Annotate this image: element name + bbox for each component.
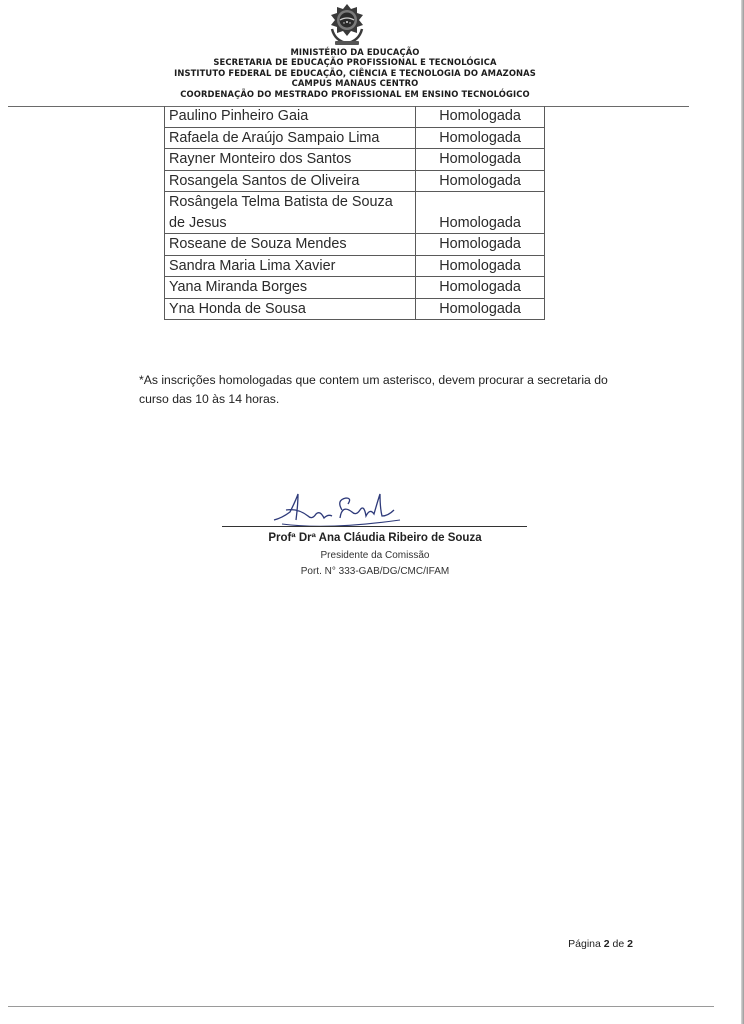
header-line: SECRETARIA DE EDUCAÇÃO PROFISSIONAL E TECNOLÓGICA — [213, 57, 497, 68]
table-row — [165, 149, 545, 171]
footer-divider — [8, 1006, 714, 1007]
candidate-name: Rosangela Santos de Oliveira — [165, 170, 416, 192]
signatory-portaria: Port. N° 333-GAB/DG/CMC/IFAM — [300, 566, 450, 577]
candidate-status: Homologada — [416, 106, 545, 127]
signatory-role: Presidente da Comissão — [320, 550, 430, 561]
candidate-status: Homologada — [416, 149, 545, 171]
candidate-name: Roseane de Souza Mendes — [165, 234, 416, 256]
header-line: MINISTÉRIO DA EDUCAÇÃO — [290, 47, 420, 57]
brazil-coat-of-arms-icon — [327, 3, 367, 47]
asterisk-note: *As inscrições homologadas que contem um asterisco, devem procurar a secretaria do curso das 10 às 14 horas. — [139, 373, 608, 406]
candidate-name: Paulino Pinheiro Gaia — [165, 106, 416, 127]
candidate-name: Yna Honda de Sousa — [165, 298, 416, 320]
header-line: INSTITUTO FEDERAL DE EDUCAÇÃO, CIÊNCIA E TECNOLOGIA DO AMAZONAS — [174, 67, 536, 78]
candidate-status: Homologada — [416, 127, 545, 149]
table-row — [165, 277, 545, 299]
candidates-table — [164, 106, 545, 320]
table-row — [165, 255, 545, 277]
candidate-status: Homologada — [416, 255, 545, 277]
candidate-name: Rosângela Telma Batista de Souza de Jesus — [165, 192, 416, 234]
page-of: de — [612, 938, 625, 950]
page-number — [540, 938, 633, 950]
table-row — [165, 192, 545, 234]
header-line: CAMPUS MANAUS CENTRO — [291, 78, 419, 89]
header-line: COORDENAÇÃO DO MESTRADO PROFISSIONAL EM ENSINO TECNOLÓGICO — [180, 88, 530, 99]
candidate-name: Yana Miranda Borges — [165, 277, 416, 299]
candidate-name: Rayner Monteiro dos Santos — [165, 149, 416, 171]
page-current: 2 — [603, 938, 610, 950]
candidate-status: Homologada — [416, 170, 545, 192]
candidate-name: Sandra Maria Lima Xavier — [165, 255, 416, 277]
signature-line — [222, 526, 527, 527]
institution-header — [100, 47, 610, 99]
page-total: 2 — [627, 938, 633, 950]
table-row — [165, 234, 545, 256]
table-row — [165, 106, 545, 127]
table-row — [165, 170, 545, 192]
candidate-status: Homologada — [416, 192, 545, 234]
page-prefix: Página — [568, 938, 601, 950]
candidate-status: Homologada — [416, 298, 545, 320]
table-row — [165, 298, 545, 320]
table-row — [165, 127, 545, 149]
signatory-name: Profª Drª Ana Cláudia Ribeiro de Souza — [268, 532, 482, 544]
candidate-name: Rafaela de Araújo Sampaio Lima — [165, 127, 416, 149]
candidate-status: Homologada — [416, 277, 545, 299]
candidate-status: Homologada — [416, 234, 545, 256]
